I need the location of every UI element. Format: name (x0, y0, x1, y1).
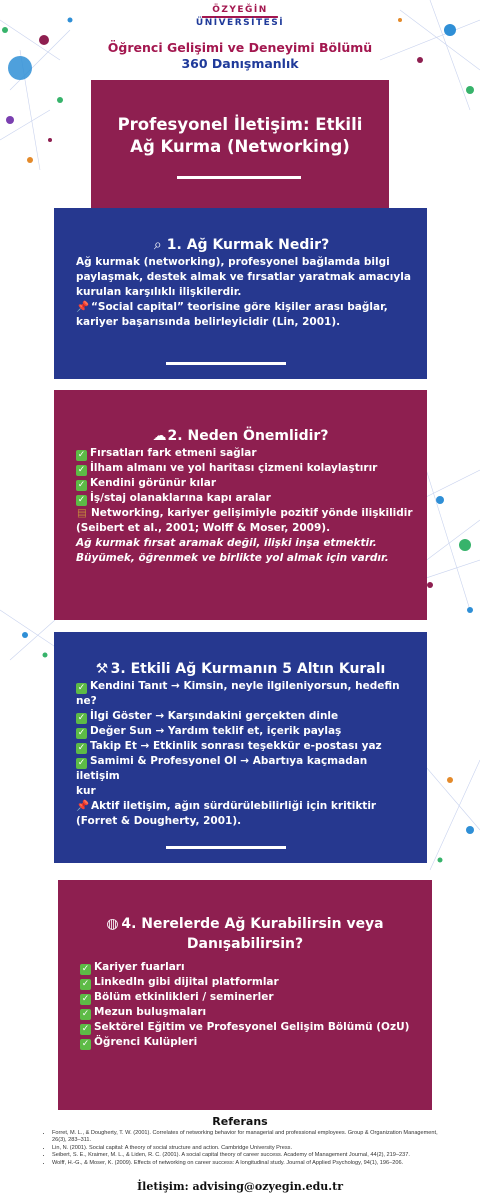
check-icon: ✓ (77, 713, 86, 723)
page-title (91, 114, 389, 158)
section-3-rule: kur (76, 785, 96, 797)
pin-icon: 📌 (76, 301, 90, 313)
section-3-rule: Kendini Tanıt → Kimsin, neyle ilgileniyorsun, hedefin (90, 680, 400, 692)
section-4-title-line-2: Danışabilirsin? (186, 936, 304, 952)
section-4-heading (58, 914, 432, 954)
logo-line-2: ÜNİVERSİTESİ (195, 18, 285, 28)
title-box (91, 80, 389, 208)
check-icon: ✓ (81, 1024, 90, 1034)
title-divider (177, 176, 301, 179)
section-4-check: Kariyer fuarları (94, 961, 185, 973)
section-1-line: paylaşmak, destek almak ve fırsatlar yaratmak amacıyla (76, 271, 411, 283)
logo-line-1: ÖZYEĞİN (212, 5, 268, 15)
section-2-title: 2. Neden Önemlidir? (167, 428, 329, 444)
section-3-rule: Takip Et → Etkinlik sonrası teşekkür e-postası yaz (90, 740, 382, 752)
section-3-divider (166, 846, 286, 849)
brain-icon: ☁ (152, 428, 167, 444)
section-3-rule: Samimi & Profesyonel Ol → Abartıya kaçmadan iletişim (76, 755, 368, 782)
title-line-1: Profesyonel İletişim: Etkili (117, 115, 363, 134)
section-2-check: Kendini görünür kılar (90, 477, 217, 489)
check-icon: ✓ (81, 964, 90, 974)
section-4-check: Bölüm etkinlikleri / seminerler (94, 991, 274, 1003)
globe-icon: ◍ (106, 916, 119, 932)
check-icon: ✓ (81, 979, 90, 989)
check-icon: ✓ (77, 495, 86, 505)
unit-subname: 360 Danışmanlık (181, 56, 299, 71)
check-icon: ✓ (81, 1009, 90, 1019)
section-2-body (76, 446, 413, 566)
magnifier-icon: ⌕ (153, 237, 162, 253)
reference-item: • Wolff, H.-G., & Moser, K. (2009). Effects of networking on career success: A longitudinal study. Journal of Applied Psychology, 94(1), 196–206. (52, 1160, 452, 1167)
section-1-pin-line: “Social capital” teorisine göre kişiler arası bağlar, (91, 301, 388, 313)
section-five-rules (54, 632, 427, 863)
section-4-check: Mezun buluşmaları (94, 1006, 207, 1018)
pin-icon: 📌 (76, 800, 90, 812)
check-icon: ✓ (77, 450, 86, 460)
check-icon: ✓ (77, 758, 86, 768)
unit-name: Öğrenci Gelişimi ve Deneyimi Bölümü (107, 40, 373, 55)
section-4-body (80, 960, 418, 1050)
section-3-pin-line: (Forret & Dougherty, 2001). (76, 815, 242, 827)
section-2-check: İlham almanı ve yol haritası çizmeni kolaylaştırır (90, 462, 378, 474)
section-1-body (76, 255, 413, 330)
section-1-title: 1. Ağ Kurmak Nedir? (166, 237, 330, 253)
section-what-is-networking (54, 208, 427, 379)
section-2-italic-line: Ağ kurmak fırsat aramak değil, ilişki inşa etmektir. (76, 537, 377, 549)
check-icon: ✓ (77, 743, 86, 753)
check-icon: ✓ (81, 1039, 90, 1049)
contact-email[interactable]: İletişim: advising@ozyegin.edu.tr (137, 1180, 343, 1193)
section-3-rule: İlgi Göster → Karşındakini gerçekten dinle (90, 710, 339, 722)
section-2-book-line: (Seibert et al., 2001; Wolff & Moser, 2009). (76, 522, 331, 534)
tools-icon: ⚒ (95, 661, 109, 677)
references-list (52, 1130, 452, 1167)
reference-item: • Forret, M. L., & Dougherty, T. W. (2001). Correlates of networking behavior for managerial and professional employees. Group & Organization Management, 26(3), 283–311. (52, 1130, 452, 1144)
section-3-rule: Değer Sun → Yardım teklif et, içerik paylaş (90, 725, 342, 737)
section-1-divider (166, 362, 286, 365)
check-icon: ✓ (81, 994, 90, 1004)
check-icon: ✓ (77, 728, 86, 738)
section-where-to-network (58, 880, 432, 1110)
section-2-check: İş/staj olanaklarına kapı aralar (90, 492, 271, 504)
section-1-line: Ağ kurmak (networking), profesyonel bağlamda bilgi (76, 256, 390, 268)
section-4-check: Sektörel Eğitim ve Profesyonel Gelişim Bölümü (OzU) (94, 1021, 410, 1033)
reference-item: • Seibert, S. E., Kraimer, M. L., & Liden, R. C. (2001). A social capital theory of career success. Academy of Management Journal, 44(2), 219–237. (52, 1152, 452, 1159)
section-2-heading (54, 426, 427, 446)
check-icon: ✓ (77, 683, 86, 693)
section-2-check: Fırsatları fark etmeni sağlar (90, 447, 257, 459)
section-2-book-line: Networking, kariyer gelişimiyle pozitif yönde ilişkilidir (91, 507, 413, 519)
university-logo[interactable] (196, 5, 284, 29)
section-3-heading (54, 659, 427, 679)
reference-item: • Lin, N. (2001). Social capital: A theory of social structure and action. Cambridge University Press. (52, 1145, 452, 1152)
section-3-rule: ne? (76, 695, 97, 707)
section-3-body (76, 679, 413, 829)
section-4-check: LinkedIn gibi dijital platformlar (94, 976, 279, 988)
section-1-line: kurulan karşılıklı ilişkilerdir. (76, 286, 242, 298)
references-title: Referans (212, 1115, 268, 1128)
section-1-pin-line: kariyer başarısında belirleyicidir (Lin, 2001). (76, 316, 341, 328)
section-1-heading (54, 235, 427, 255)
books-icon: ▤ (77, 507, 87, 519)
section-3-title: 3. Etkili Ağ Kurmanın 5 Altın Kuralı (110, 661, 386, 677)
check-icon: ✓ (77, 480, 86, 490)
section-2-italic-line: Büyümek, öğrenmek ve birlikte yol almak için vardır. (76, 552, 389, 564)
section-4-check: Öğrenci Kulüpleri (94, 1036, 198, 1048)
section-4-title-line-1: 4. Nerelerde Ağ Kurabilirsin veya (121, 916, 384, 932)
section-3-pin-line: Aktif iletişim, ağın sürdürülebilirliği için kritiktir (91, 800, 377, 812)
section-why-important (54, 390, 427, 620)
check-icon: ✓ (77, 465, 86, 475)
title-line-2: Ağ Kurma (Networking) (130, 137, 350, 156)
